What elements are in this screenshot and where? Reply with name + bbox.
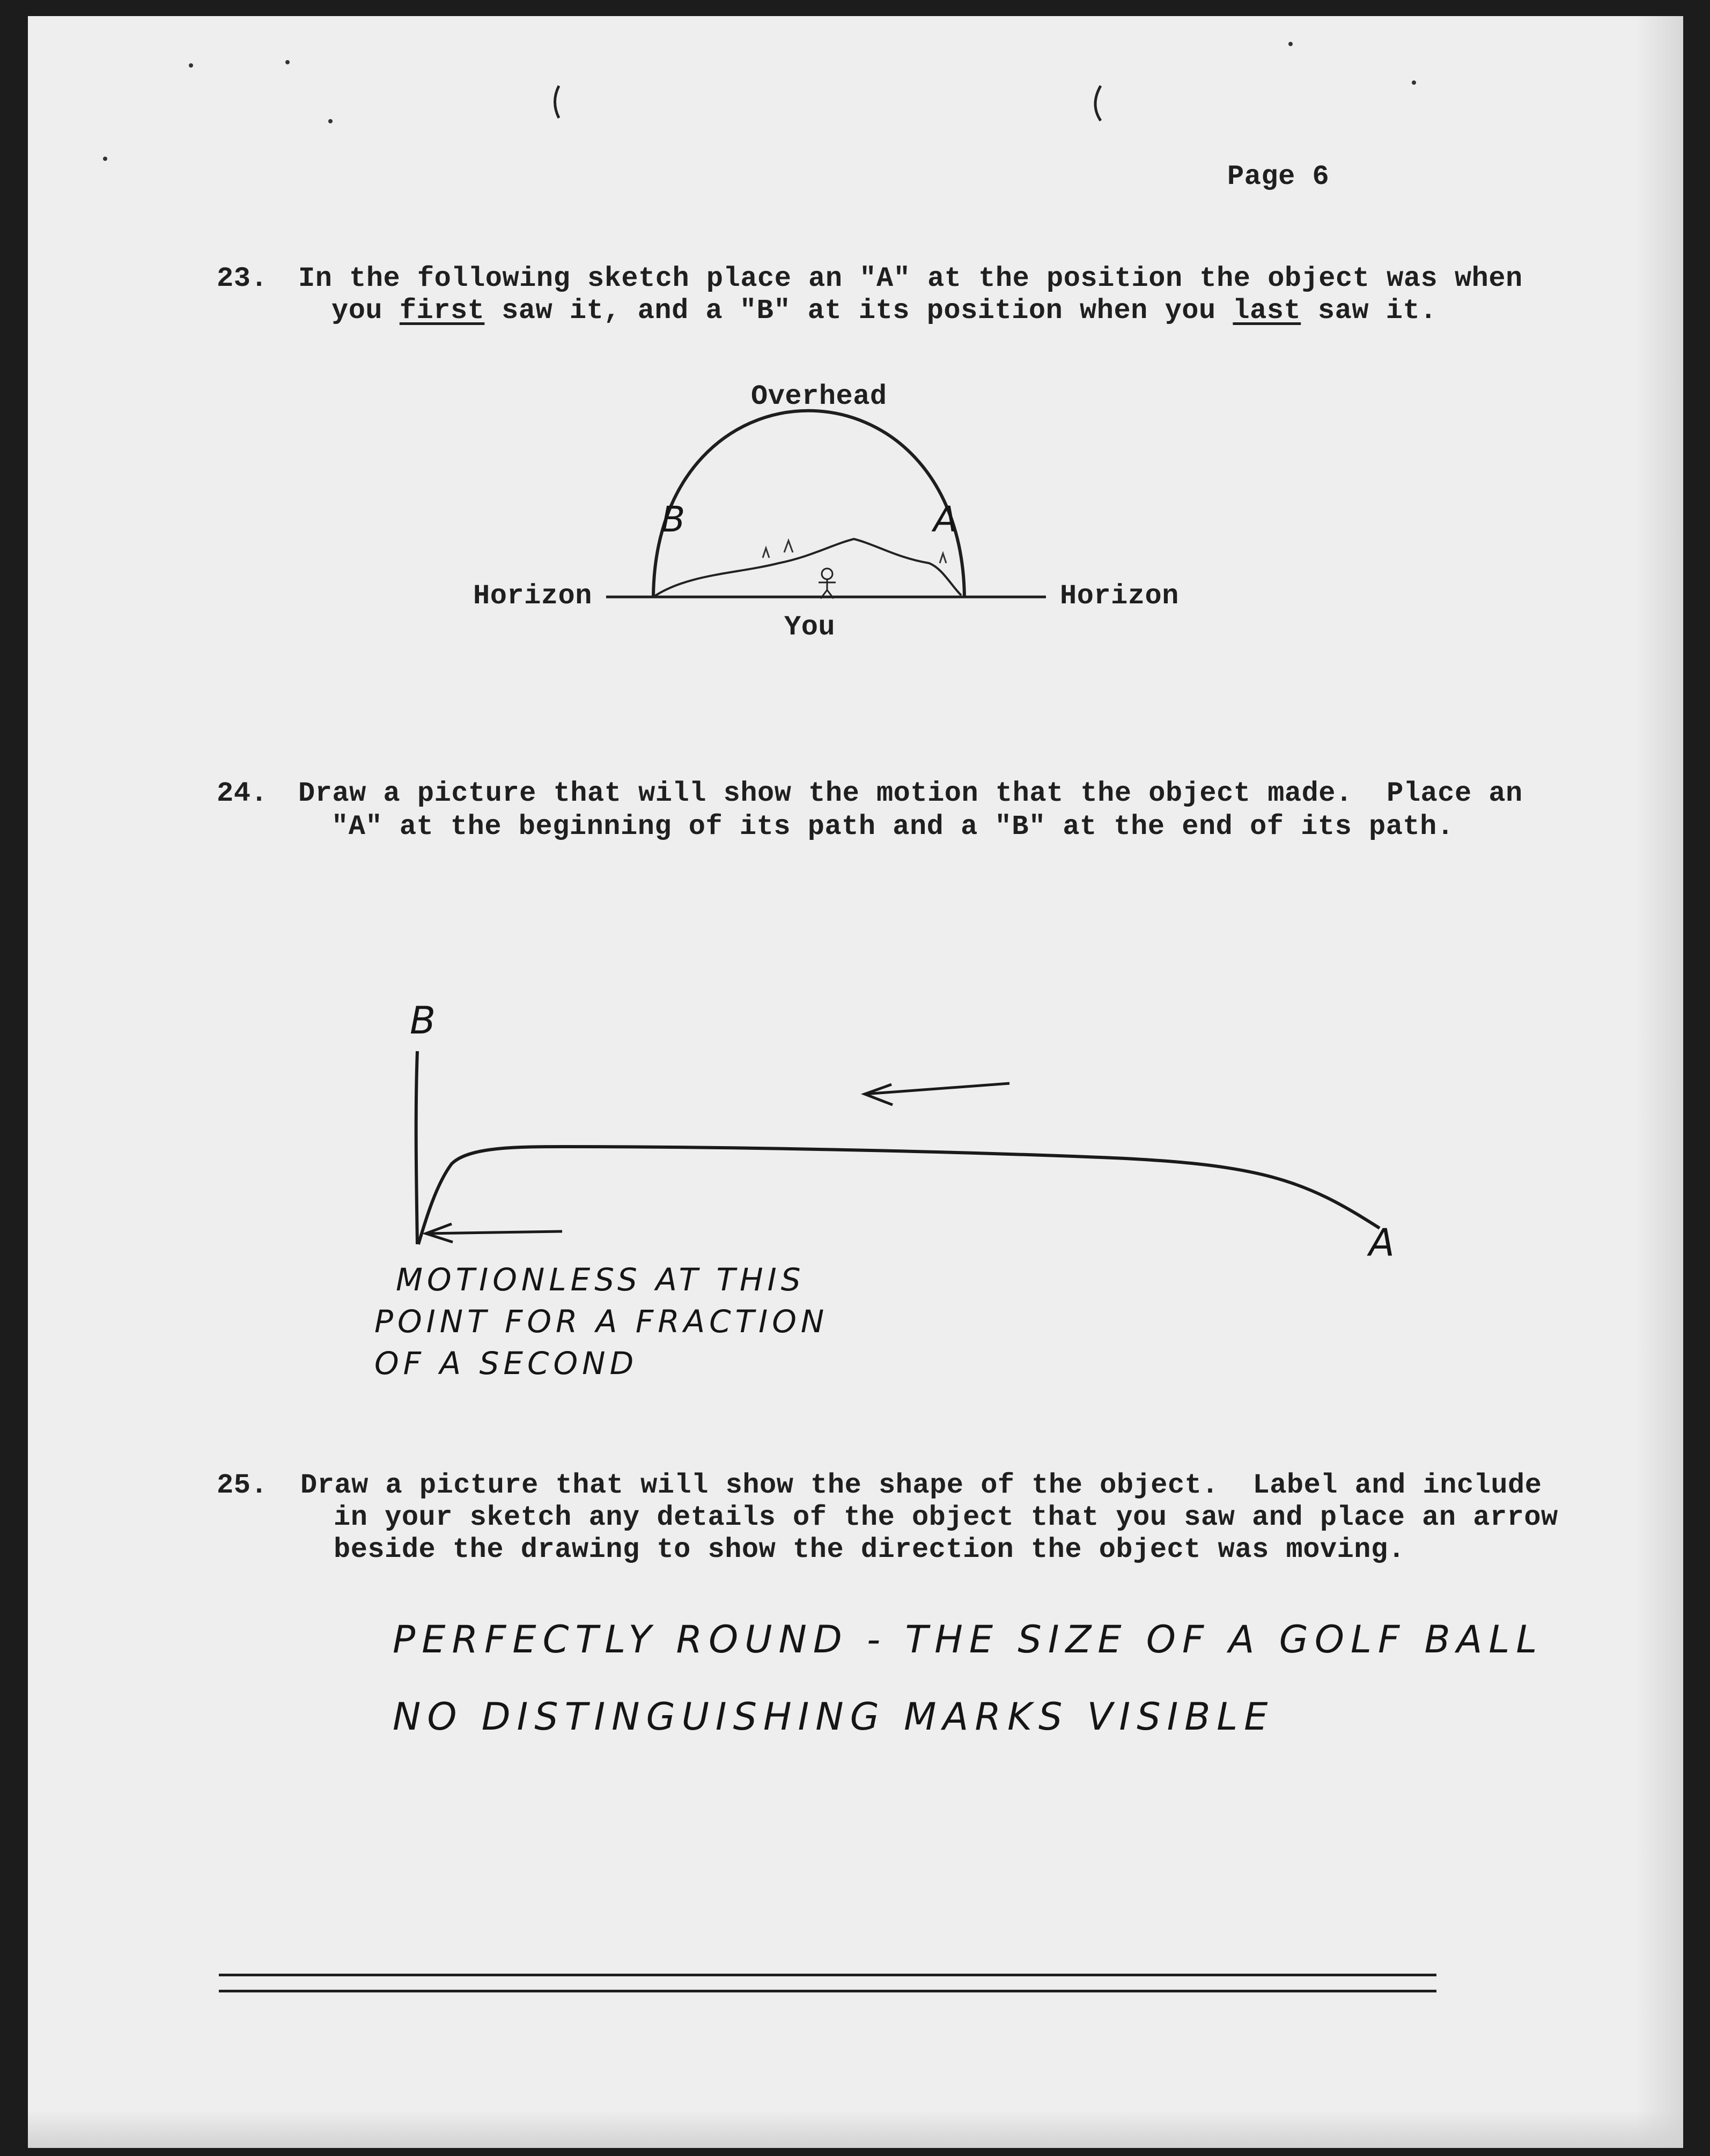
q24-note-line1: MOTIONLESS AT THIS	[396, 1261, 805, 1298]
q25-number: 25.	[217, 1470, 268, 1501]
q23-text-line2: you first saw it, and a "B" at its position when you last saw it.	[331, 295, 1437, 327]
q25-answer-line1: PERFECTLY ROUND - THE SIZE OF A GOLF BALL	[393, 1618, 1544, 1662]
q24-label-b: B	[410, 999, 443, 1043]
q24-label-a: A	[1369, 1221, 1401, 1265]
bottom-rule-upper	[219, 1974, 1436, 1976]
q24-text-line1: Draw a picture that will show the motion that the object made. Place an	[298, 778, 1523, 809]
observer-you-label: You	[784, 611, 836, 643]
page-number: Page 6	[1227, 161, 1330, 193]
q25-answer-line2: NO DISTINGUISHING MARKS VISIBLE	[393, 1695, 1274, 1739]
q25-text-line1: Draw a picture that will show the shape of the object. Label and include	[300, 1470, 1542, 1501]
questionnaire-page	[28, 16, 1683, 2148]
q25-text-line2: in your sketch any details of the object that you saw and place an arrow	[334, 1502, 1558, 1533]
q23-number: 23.	[217, 263, 268, 294]
q23-text-line1: In the following sketch place an "A" at the position the object was when	[298, 263, 1523, 294]
horizon-left-label: Horizon	[473, 580, 592, 612]
q24-text-line2: "A" at the beginning of its path and a "B" at the end of its path.	[331, 811, 1454, 843]
q23-first-underlined: first	[399, 295, 485, 327]
horizon-right-label: Horizon	[1060, 580, 1179, 612]
q25-text-line3: beside the drawing to show the direction the object was moving.	[334, 1534, 1405, 1566]
bottom-rule-lower	[219, 1990, 1436, 1992]
q24-note-line2: POINT FOR A FRACTION	[374, 1303, 829, 1340]
q23-mark-a: A	[933, 499, 962, 540]
q24-number: 24.	[217, 778, 268, 809]
q23-last-underlined: last	[1233, 295, 1301, 327]
sky-overhead-label: Overhead	[751, 381, 887, 412]
q23-mark-b: B	[661, 499, 690, 540]
page-bottom-shadow	[28, 2110, 1683, 2148]
q24-note-line3: OF A SECOND	[374, 1345, 638, 1382]
motion-path-drawing	[28, 16, 1683, 1411]
